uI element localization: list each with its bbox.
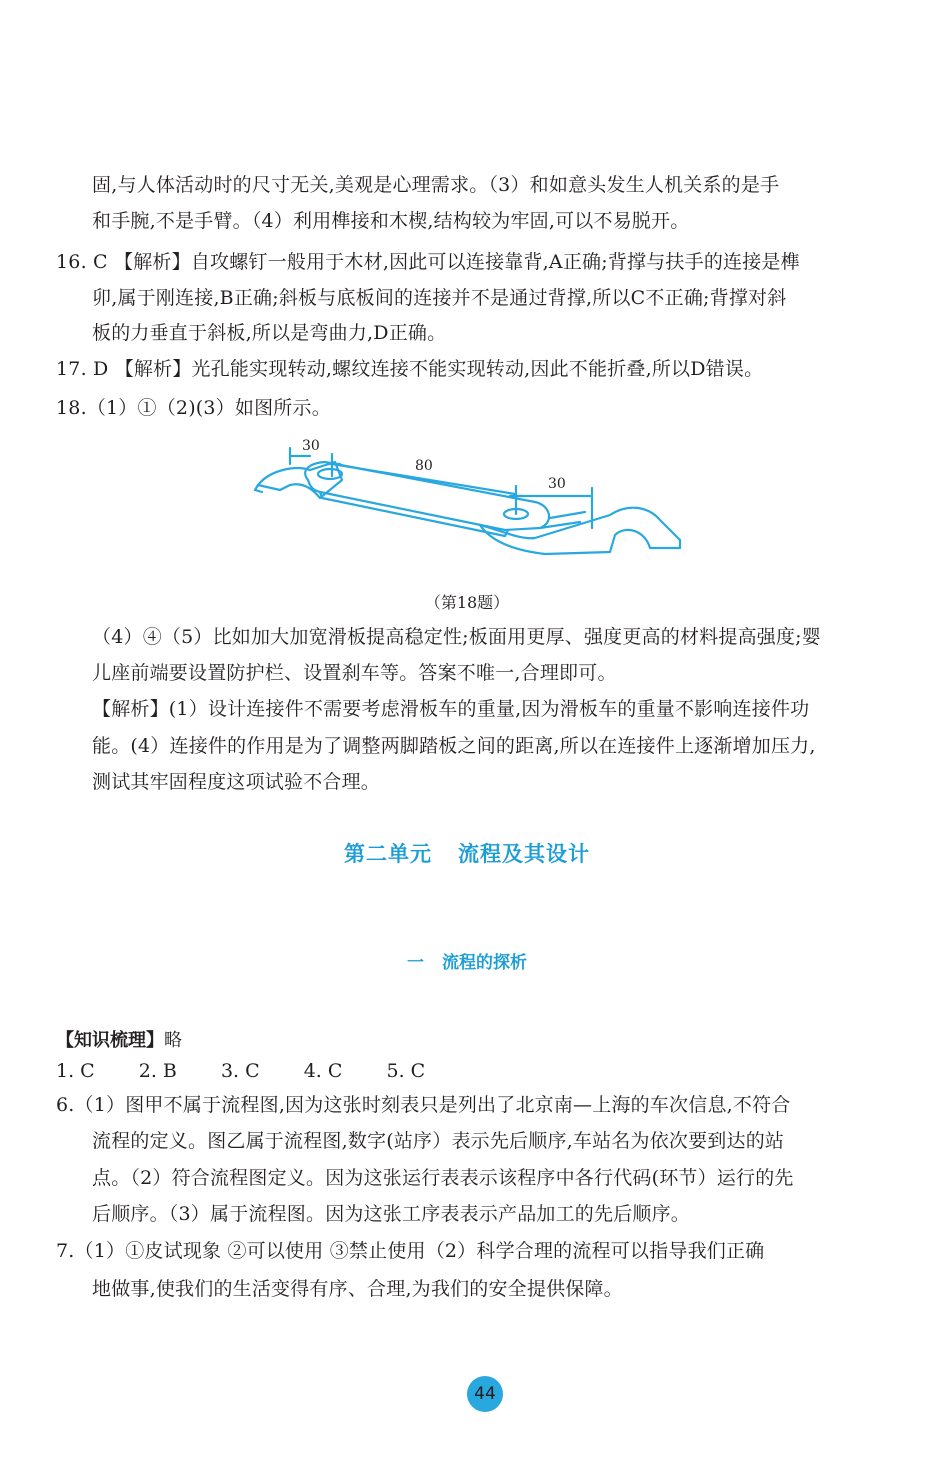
answer-item: 5. C <box>386 1060 426 1082</box>
paragraph-line: 能。(4）连接件的作用是为了调整两脚踏板之间的距离,所以在连接件上逐渐增加压力, <box>92 735 816 757</box>
answer-6-line: 6.（1）图甲不属于流程图,因为这张时刻表只是列出了北京南—上海的车次信息,不符合 <box>56 1094 791 1116</box>
answer-list <box>56 1060 463 1082</box>
unit-number: 第二单元 <box>344 842 432 866</box>
answer-17-line: 17. D 【解析】光孔能实现转动,螺纹连接不能实现转动,因此不能折叠,所以D错误。 <box>56 358 764 380</box>
knowledge-value: 略 <box>164 1030 182 1051</box>
page-number: 44 <box>467 1376 503 1412</box>
knowledge-summary <box>56 1026 182 1052</box>
paragraph-line: 地做事,使我们的生活变得有序、合理,为我们的安全提供保障。 <box>92 1278 623 1300</box>
paragraph-line: （4）④（5）比如加大加宽滑板提高稳定性;板面用更厚、强度更高的材料提高强度;婴 <box>92 626 821 648</box>
answer-item: 2. B <box>138 1060 177 1082</box>
dimension-label-30-right: 30 <box>548 476 566 492</box>
paragraph-line: 卯,属于刚连接,B正确;斜板与底板间的连接并不是通过背撑,所以C不正确;背撑对斜 <box>92 287 787 309</box>
paragraph-line: 和手腕,不是手臂。（4）利用榫接和木楔,结构较为牢固,可以不易脱开。 <box>92 210 690 232</box>
section-name: 流程的探析 <box>442 953 527 973</box>
dimension-label-30-left: 30 <box>302 438 320 454</box>
analysis-line: 【解析】(1）设计连接件不需要考虑滑板车的重量,因为滑板车的重量不影响连接件功 <box>92 698 810 720</box>
dimension-label-80: 80 <box>415 458 433 474</box>
paragraph-line: 固,与人体活动时的尺寸无关,美观是心理需求。（3）和如意头发生人机关系的是手 <box>92 174 780 196</box>
answer-18-line: 18.（1）①（2)(3）如图所示。 <box>56 397 331 419</box>
answer-item: 4. C <box>303 1060 343 1082</box>
figure-caption: （第18题） <box>424 593 510 612</box>
paragraph-line: 流程的定义。图乙属于流程图,数字(站序）表示先后顺序,车站名为依次要到达的站 <box>92 1130 785 1152</box>
answer-7-line: 7.（1）①皮试现象 ②可以使用 ③禁止使用（2）科学合理的流程可以指导我们正确 <box>56 1240 765 1262</box>
paragraph-line: 板的力垂直于斜板,所以是弯曲力,D正确。 <box>92 322 447 344</box>
section-number: 一 <box>407 953 424 973</box>
paragraph-line: 点。（2）符合流程图定义。因为这张运行表表示该程序中各行代码(环节）运行的先 <box>92 1167 794 1189</box>
paragraph-line: 儿座前端要设置防护栏、设置刹车等。答案不唯一,合理即可。 <box>92 662 617 684</box>
section-title <box>0 948 934 973</box>
paragraph-line: 测试其牢固程度这项试验不合理。 <box>92 771 381 793</box>
answer-item: 3. C <box>220 1060 260 1082</box>
answer-16-line: 16. C 【解析】自攻螺钉一般用于木材,因此可以连接靠背,A正确;背撑与扶手的连接是榫 <box>56 251 800 273</box>
paragraph-line: 后顺序。（3）属于流程图。因为这张工序表表示产品加工的先后顺序。 <box>92 1203 690 1225</box>
answer-item: 1. C <box>56 1060 95 1082</box>
knowledge-label: 【知识梳理】 <box>56 1030 164 1051</box>
unit-name: 流程及其设计 <box>458 842 590 866</box>
unit-title <box>0 838 934 868</box>
skateboard-connector-figure <box>250 430 690 570</box>
